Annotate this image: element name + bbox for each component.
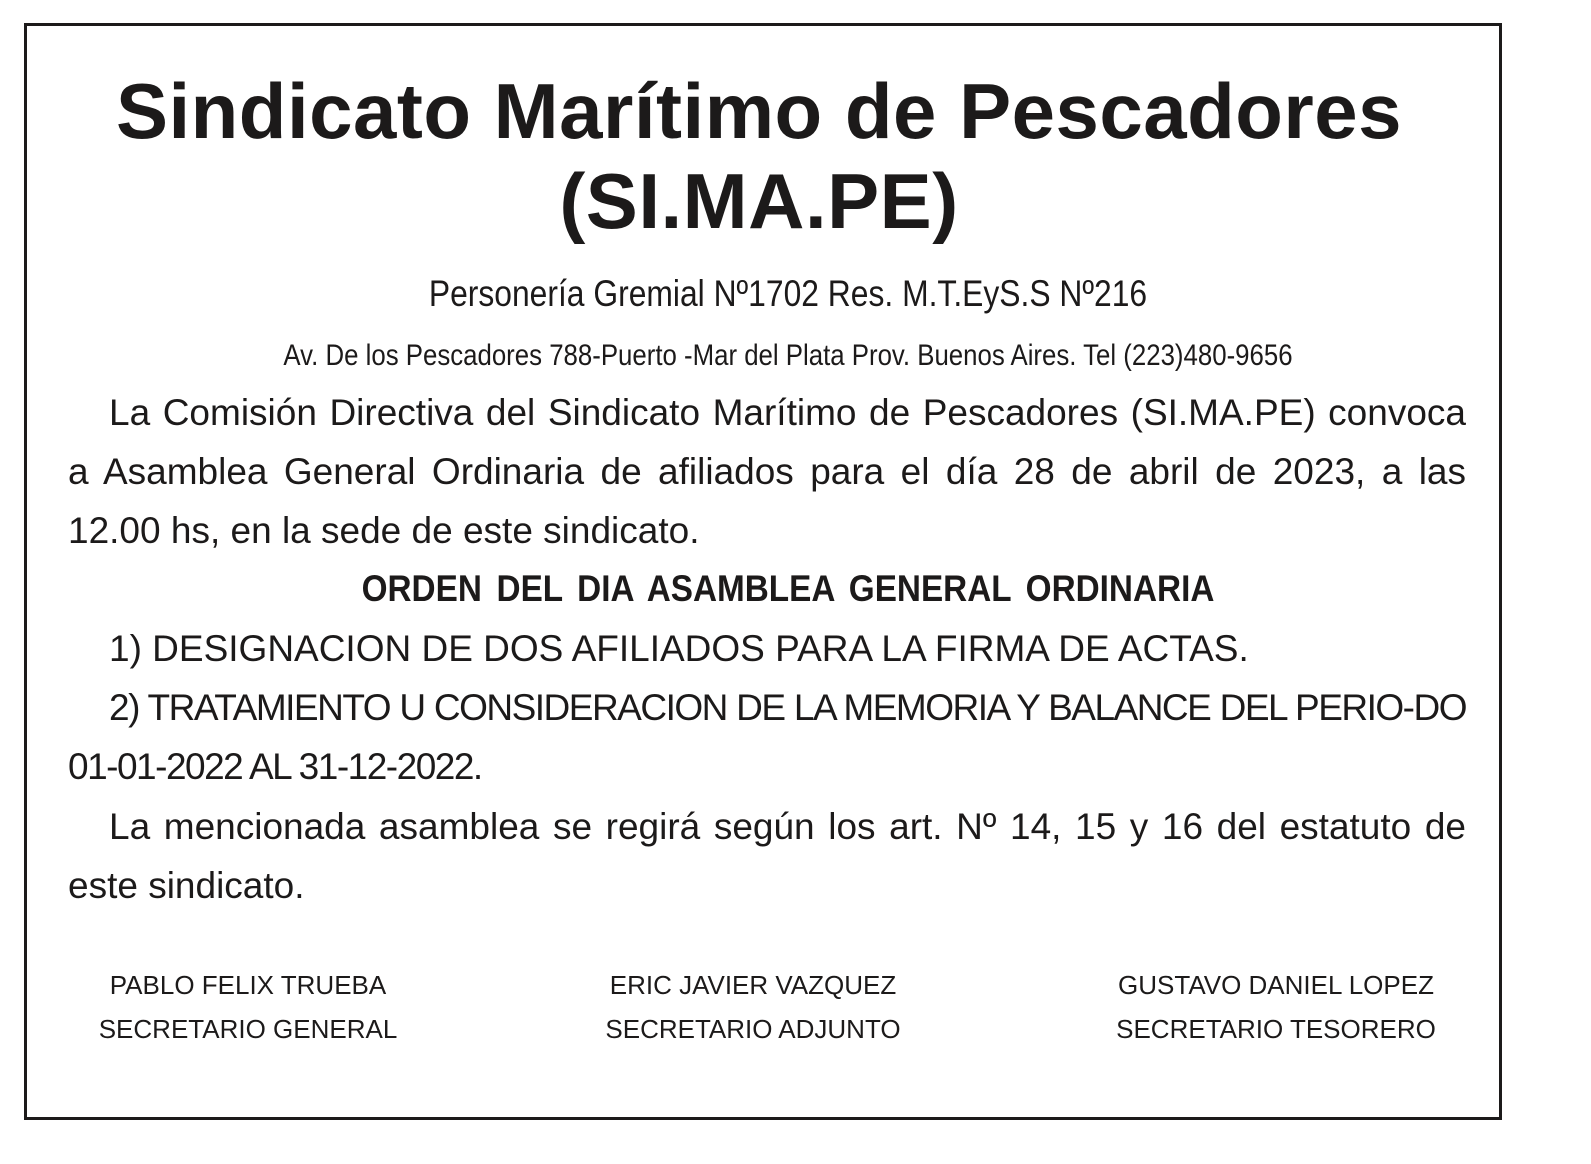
signature-block-3: [1066, 963, 1486, 1051]
closing-paragraph: La mencionada asamblea se regirá según los art. Nº 14, 15 y 16 del estatuto de este sindicato.: [68, 806, 1466, 906]
address-line: Av. De los Pescadores 788-Puerto -Mar del Plata Prov. Buenos Aires. Tel (223)480-9656: [283, 339, 1293, 372]
signatory-role: SECRETARIO GENERAL: [98, 1014, 398, 1044]
signatory-name: ERIC JAVIER VAZQUEZ: [609, 970, 897, 1000]
agenda-item-1: 1) DESIGNACION DE DOS AFILIADOS PARA LA FIRMA DE ACTAS.: [109, 628, 1249, 669]
signatory-role: SECRETARIO TESORERO: [1116, 1014, 1436, 1044]
signatory-name: GUSTAVO DANIEL LOPEZ: [1118, 970, 1434, 1000]
intro-paragraph: La Comisión Directiva del Sindicato Marítimo de Pescadores (SI.MA.PE) convoca a Asamblea General Ordinaria de afiliados para el día 28 de abril de 2023, a las 12.00 hs, en la sede de este sindicato.: [68, 392, 1466, 551]
signatory-role: SECRETARIO ADJUNTO: [605, 1014, 901, 1044]
title-line-2: (SI.MA.PE): [559, 157, 959, 245]
registration-line: Personería Gremial Nº1702 Res. M.T.EyS.S Nº216: [428, 273, 1148, 314]
agenda-item-2: 2) TRATAMIENTO U CONSIDERACION DE LA MEMORIA Y BALANCE DEL PERIO-DO 01-01-2022 AL 31-12-2022.: [68, 687, 1466, 787]
title-line-1: Sindicato Marítimo de Pescadores: [115, 67, 1403, 155]
signatory-name: PABLO FELIX TRUEBA: [109, 970, 387, 1000]
signature-block-1: [38, 963, 458, 1051]
signature-block-2: [543, 963, 963, 1051]
agenda-heading: ORDEN DEL DIA ASAMBLEA GENERAL ORDINARIA: [361, 568, 1215, 609]
